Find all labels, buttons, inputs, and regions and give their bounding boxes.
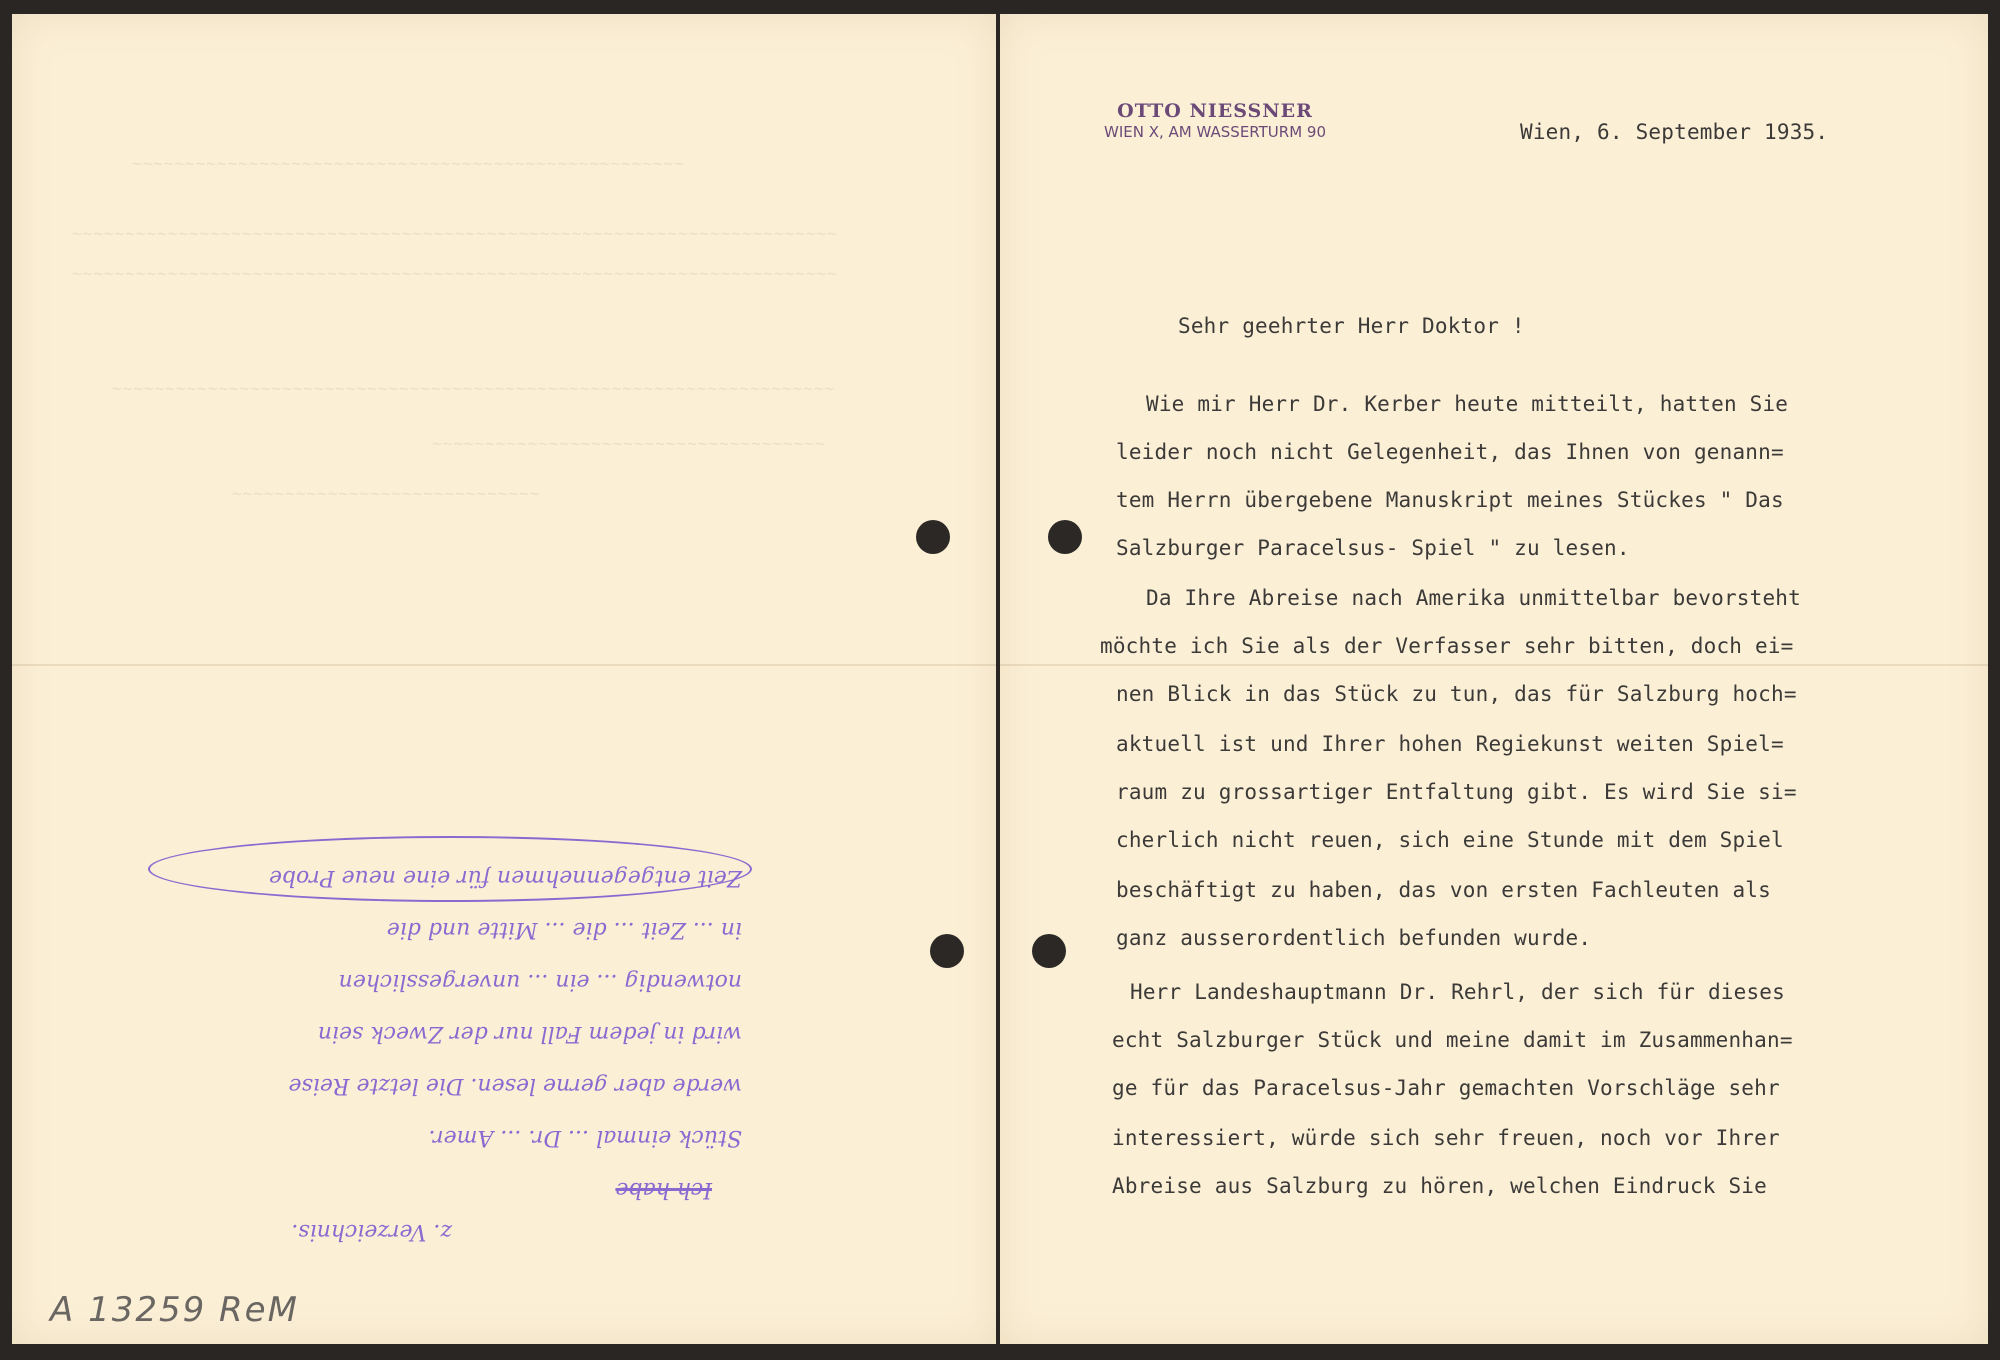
show-through: ~~~~~~~~~~~~~~~~~~~~~~~~~~~~~~~~~~~~~~~~~~~~~~~~~~~~~~~~~~~~~~~~~~~~~~~~ xyxy=(72,264,838,283)
note-line: wird in jedem Fall nur der Zweck sein xyxy=(317,1021,742,1046)
letterhead-name: OTTO NIESSNER xyxy=(1117,100,1313,122)
punch-hole xyxy=(916,520,950,554)
body-line: Salzburger Paracelsus- Spiel " zu lesen. xyxy=(1116,536,1630,560)
punch-hole xyxy=(930,934,964,968)
body-line: ge für das Paracelsus-Jahr gemachten Vorschläge sehr xyxy=(1112,1076,1780,1100)
body-line: raum zu grossartiger Entfaltung gibt. Es wird Sie si= xyxy=(1116,780,1797,804)
note-circle xyxy=(148,836,752,902)
archive-number: A 13259 ReM xyxy=(50,1290,299,1330)
body-line: möchte ich Sie als der Verfasser sehr bitten, doch ei= xyxy=(1100,634,1794,658)
punch-hole xyxy=(1032,934,1066,968)
note-line: Stück einmal ... Dr. ... Amer. xyxy=(428,1125,742,1150)
show-through: ~~~~~~~~~~~~~~~~~~~~~~~~~~~~~~~~~~~~~~~~~~~~~~~~~~~~ xyxy=(132,154,685,173)
body-line: Wie mir Herr Dr. Kerber heute mitteilt, hatten Sie xyxy=(1146,392,1789,416)
body-line: Da Ihre Abreise nach Amerika unmittelbar bevorsteht xyxy=(1146,586,1801,610)
punch-hole xyxy=(1048,520,1082,554)
show-through: ~~~~~~~~~~~~~~~~~~~~~~~~~~~~~~~~~~~~~ xyxy=(432,434,826,453)
body-line: Herr Landeshauptmann Dr. Rehrl, der sich für dieses xyxy=(1130,980,1785,1004)
body-line: leider noch nicht Gelegenheit, das Ihnen von genann= xyxy=(1116,440,1784,464)
body-line: ganz ausserordentlich befunden wurde. xyxy=(1116,926,1592,950)
handwritten-note xyxy=(112,784,752,1254)
fold-crease xyxy=(12,664,996,666)
body-line: interessiert, würde sich sehr freuen, noch vor Ihrer xyxy=(1112,1126,1780,1150)
note-line: notwendig ... ein ... unvergesslichen xyxy=(338,969,742,994)
letterhead xyxy=(1104,100,1326,141)
body-line: beschäftigt zu haben, das von ersten Fachleuten als xyxy=(1116,878,1771,902)
show-through: ~~~~~~~~~~~~~~~~~~~~~~~~~~~~~ xyxy=(232,484,541,503)
body-line: cherlich nicht reuen, sich eine Stunde mit dem Spiel xyxy=(1116,828,1784,852)
letter-date: Wien, 6. September 1935. xyxy=(1520,120,1829,144)
note-line: in ... Zeit ... die ... Mitte und die xyxy=(386,917,742,942)
note-line: Zeit entgegennehmen für eine neue Probe xyxy=(268,865,742,890)
note-line: Ich habe xyxy=(615,1177,712,1202)
right-page xyxy=(1000,14,1988,1344)
body-line: Abreise aus Salzburg zu hören, welchen Eindruck Sie xyxy=(1112,1174,1767,1198)
letterhead-address: WIEN X, AM WASSERTURM 90 xyxy=(1104,123,1326,141)
show-through: ~~~~~~~~~~~~~~~~~~~~~~~~~~~~~~~~~~~~~~~~~~~~~~~~~~~~~~~~~~~~~~~~~~~~~~~~ xyxy=(72,224,838,243)
fold-crease xyxy=(1000,664,1988,666)
body-line: aktuell ist und Ihrer hohen Regiekunst weiten Spiel= xyxy=(1116,732,1784,756)
body-line: tem Herrn übergebene Manuskript meines Stückes " Das xyxy=(1116,488,1784,512)
note-line: werde aber gerne lesen. Die letzte Reise xyxy=(288,1073,742,1098)
show-through: ~~~~~~~~~~~~~~~~~~~~~~~~~~~~~~~~~~~~~~~~~~~~~~~~~~~~~~~~~~~~~~~~~~~~ xyxy=(112,379,836,398)
body-line: nen Blick in das Stück zu tun, das für Salzburg hoch= xyxy=(1116,682,1797,706)
body-line: echt Salzburger Stück und meine damit im Zusammenhan= xyxy=(1112,1028,1793,1052)
salutation: Sehr geehrter Herr Doktor ! xyxy=(1178,314,1525,338)
left-page xyxy=(12,14,996,1344)
note-line: z. Verzeichnis. xyxy=(291,1219,452,1244)
